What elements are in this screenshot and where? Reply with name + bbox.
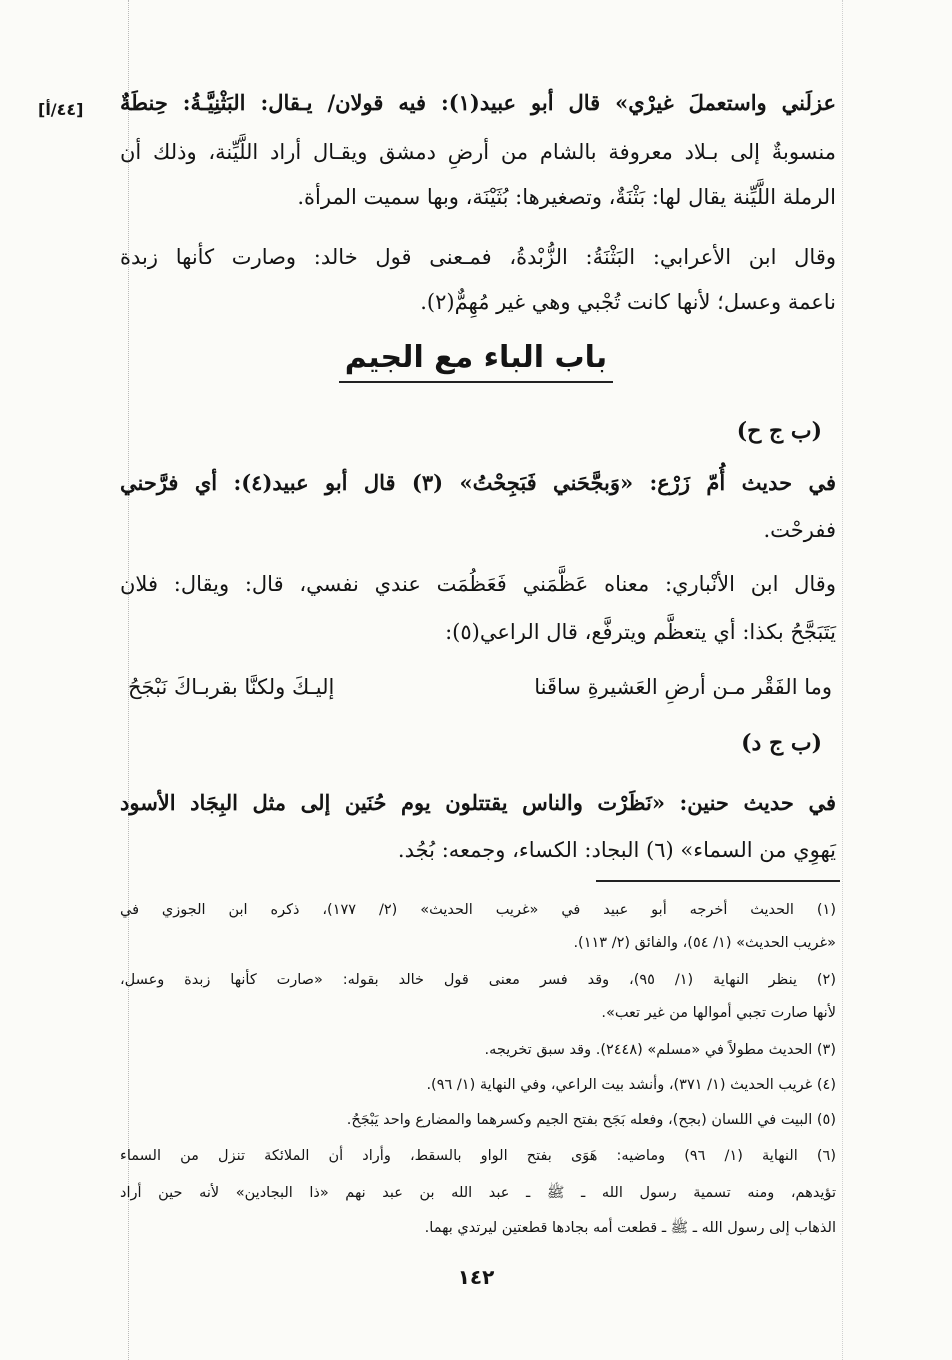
body-line-1: عزلَني واستعملَ غيرْي» قال أبو عبيد(١): فيه قولان/ يـقال: البَثْنِيَّـةُ: حِنطَةٌ (120, 90, 836, 115)
verse-second-hemistich: إليـكَ ولكنَّا بقربـاكَ نَبْجَحُ (128, 675, 335, 699)
sec2-line-1: في حديث حنين: «نَظَرْت والناس يقتتلون يوم حُنَين إلى مثل البِجَاد الأسود (120, 790, 836, 815)
footnote-separator (596, 880, 840, 882)
verse-first-hemistich: وما الفَقْر مـن أرضِ العَشيرةِ ساقَنا (534, 675, 832, 699)
footnote-line: «غريب الحديث» (١/ ٥٤)، والفائق (٢/ ١١٣). (573, 935, 836, 951)
sec1-line-4: يَتَبَجَّحُ بكذا: أي يتعظَّم ويترفَّع، قال الراعي(٥): (445, 620, 836, 644)
footnote-line: (٥) البيت في اللسان (بجح)، وفعله بَجَح بفتح الجيم وكسرهما والمضارع واحد يَبْجَحُ. (346, 1112, 836, 1128)
sec1-line-2: ففرحْت. (763, 518, 836, 542)
footnote-line: (١) الحديث أخرجه أبو عبيد في «غريب الحديث» (٢/ ١٧٧)، ذكره ابن الجوزي في (120, 902, 836, 918)
body-line-4: وقال ابن الأعرابي: البَثْنَةُ: الزُّبْدةُ، فمـعنى قول خالد: وصارت كأنها زبدة (120, 245, 836, 269)
body-line-2: منسوبةٌ إلى بـلاد معروفة بالشام من أرضِ دمشق ويقـال أراد اللَّيِّنة، وذلك أن (120, 140, 836, 164)
footnote-line: (٦) النهاية (١/ ٩٦) وماضيه: هَوَى بفتح الواو بالسقط، وأراد أن الملائكة تنزل من السماء (120, 1148, 836, 1164)
footnote-line: (٢) ينظر النهاية (١/ ٩٥)، وقد فسر معنى قول خالد بقوله: «صارت كأنها زبدة وعسل، (120, 972, 836, 988)
footnote-line: تؤيدهم، ومنه تسمية رسول الله ـ ﷺ ـ عبد الله بن عبد نهم «ذا البجادين» لأنه حين أراد (120, 1185, 836, 1201)
sec1-line-3: وقال ابن الأنْباري: معناه عَظَّمَني فَعَظُمَت عندي نفسي، قال: ويقال: فلان (120, 572, 836, 596)
footnote-line: (٣) الحديث مطولاً في «مسلم» (٢٤٤٨). وقد سبق تخريجه. (484, 1042, 836, 1058)
scan-dotted-edge-right (842, 0, 843, 1360)
sec2-line-2: يَهوِي من السماء» (٦) البجاد: الكساء، وجمعه: بُجُد. (397, 838, 836, 862)
footnote-line: (٤) غريب الحديث (١/ ٣٧١)، وأنشد بيت الراعي، وفي النهاية (١/ ٩٦). (426, 1077, 836, 1093)
subsection-root-1: (ب ج ح) (736, 418, 822, 444)
subsection-root-2: (ب ج د) (741, 730, 822, 756)
footnote-line: الذهاب إلى رسول الله ـ ﷺ ـ قطعت أمه بجادها قطعتين ليرتدي بهما. (424, 1220, 836, 1236)
sec1-line-1: في حديث أُمّ زَرْع: «وَبجَّحَني فَبَجِحْتُ» (٣) قال أبو عبيد(٤): أي فرَّحني (120, 470, 837, 495)
section-heading (0, 340, 952, 375)
body-line-5: ناعمة وعسل؛ لأنها كانت تُجْبي وهي غير مُهِمٌّ(٢). (420, 290, 836, 314)
body-line-3: الرملة اللَّيِّنة يقال لها: بَثْنَةٌ، وتصغيرها: بُثَيْنَة، وبها سميت المرأة. (297, 185, 836, 209)
footnote-line: لأنها صارت تجبي أموالها من غير تعب». (601, 1005, 836, 1021)
section-heading-text: باب الباء مع الجيم (339, 340, 613, 383)
page-number: ١٤٢ (457, 1265, 495, 1289)
margin-reference: [٤٤/أ] (38, 100, 84, 119)
